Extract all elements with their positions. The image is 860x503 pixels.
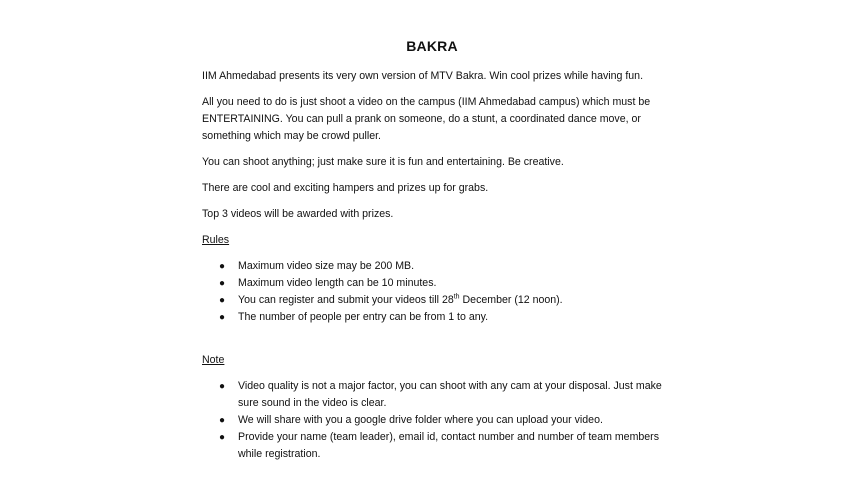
bullet-icon: ●	[219, 261, 226, 272]
rules-list-item	[202, 275, 672, 292]
bullet-icon: ●	[219, 415, 226, 426]
prizes-paragraph: There are cool and exciting hampers and prizes up for grabs.	[202, 182, 489, 194]
rules-list-item	[202, 292, 672, 309]
rule-text: Maximum video length can be 10 minutes.	[238, 277, 437, 289]
rule-text: The number of people per entry can be from 1 to any.	[238, 311, 489, 323]
rule-text: Maximum video size may be 200 MB.	[238, 260, 415, 272]
instructions-paragraph: All you need to do is just shoot a video on the campus (IIM Ahmedabad campus) which must be ENTERTAINING. You can pull a prank on someone, do a stunt, a coordinated dance move, or something which may be crowd puller.	[202, 96, 651, 142]
note-list-item	[202, 412, 672, 429]
ordinal-suffix: th	[453, 293, 460, 301]
note-text: Video quality is not a major factor, you can shoot with any cam at your disposal. Just make sure sound in the video is clear.	[238, 380, 662, 409]
bullet-icon: ●	[219, 295, 226, 306]
rules-list	[202, 258, 672, 326]
rules-list-item	[202, 309, 672, 326]
rules-heading: Rules	[202, 234, 230, 246]
note-text: Provide your name (team leader), email id, contact number and number of team members while registration.	[238, 431, 659, 460]
bullet-icon: ●	[219, 312, 226, 323]
note-list-item	[202, 378, 672, 412]
bullet-icon: ●	[219, 278, 226, 289]
rule-text: December (12 noon).	[459, 294, 563, 306]
rule-text: You can register and submit your videos till 28	[238, 294, 454, 306]
note-heading: Note	[202, 354, 225, 366]
document-body	[202, 68, 672, 463]
note-list	[202, 378, 672, 463]
bullet-icon: ●	[219, 432, 226, 443]
rules-list-item	[202, 258, 672, 275]
awards-paragraph: Top 3 videos will be awarded with prizes.	[202, 208, 394, 220]
creative-paragraph: You can shoot anything; just make sure it is fun and entertaining. Be creative.	[202, 156, 564, 168]
document-title: BAKRA	[406, 38, 458, 54]
note-text: We will share with you a google drive folder where you can upload your video.	[238, 414, 603, 426]
bullet-icon: ●	[219, 381, 226, 392]
intro-paragraph: IIM Ahmedabad presents its very own version of MTV Bakra. Win cool prizes while having fun.	[202, 70, 644, 82]
note-list-item	[202, 429, 672, 463]
